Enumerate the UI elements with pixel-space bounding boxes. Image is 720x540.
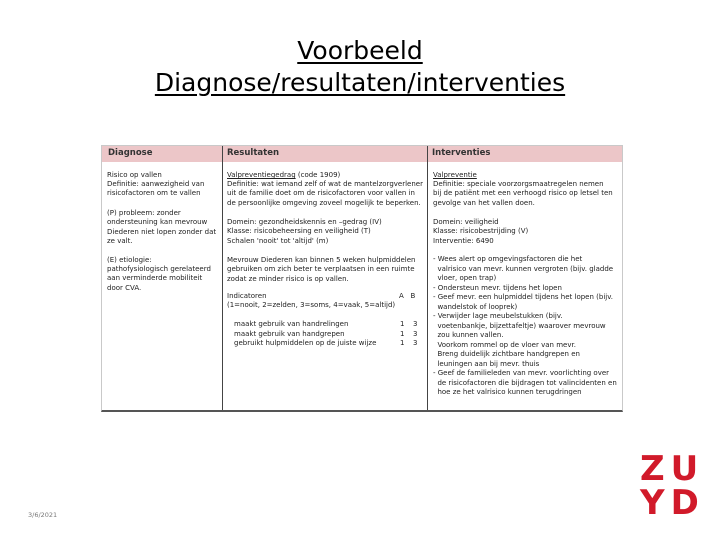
header-diagnose: Diagnose (108, 148, 153, 158)
result-title (227, 171, 340, 180)
indicator-row-b: 3 (413, 330, 418, 338)
header-interventies: Interventies (432, 148, 491, 158)
table-header-row (102, 146, 622, 162)
diagnosis-table (101, 145, 623, 412)
indicator-label: Indicatoren (227, 292, 267, 300)
indicator-row-a: 1 (400, 320, 405, 328)
result-title-text: Valpreventiegedrag (227, 171, 296, 179)
indicator-row-b: 3 (413, 339, 418, 347)
slide-title-line2: Diagnose/resultaten/interventies (154, 68, 566, 97)
slide-title-line1: Voorbeeld (297, 36, 423, 65)
intervention-title-text: Valpreventie (433, 171, 477, 179)
diagnose-definition: Definitie: aanwezigheid van risicofactoren om te vallen (107, 180, 205, 198)
result-domain: Domein: gezondheidskennis en –gedrag (IV) Klasse: risicobeheersing en veiligheid (T) Schalen 'nooit' tot 'altijd' (m) (227, 218, 382, 245)
slide-date: 3/6/2021 (28, 511, 58, 519)
header-resultaten: Resultaten (227, 148, 280, 158)
logo-line2: YD (640, 483, 705, 523)
indicator-scale: (1=nooit, 2=zelden, 3=soms, 4=vaak, 5=altijd) (227, 301, 396, 309)
column-divider (427, 146, 428, 410)
intervention-title (433, 171, 477, 180)
indicator-row-label: maakt gebruik van handgrepen (234, 330, 345, 338)
diagnose-etiology-title: (E) etiologie: (107, 256, 152, 264)
result-code: (code 1909) (295, 171, 341, 179)
result-definition: Definitie: wat iemand zelf of wat de mantelzorgverlener uit de familie doet om de risicofactoren voor vallen in de persoonlijke omgeving zoveel mogelijk te beperken. (227, 180, 423, 207)
indicator-row-label: maakt gebruik van handrelingen (234, 320, 349, 328)
intervention-actions: - Wees alert op omgevingsfactoren die het valrisico van mevr. kunnen vergroten (bijv. gladde vloer, open trap) - Ondersteun mevr. tijdens het lopen - Geef mevr. een hulpmiddel tijdens het lopen (bijv. wandelstok of looprek) - Verwijder lage meubelstukken (bijv. voetenbankje, bijzettafeltje) waarover mevrouw zou kunnen vallen. Voorkom rommel op de vloer van mevr. Breng duidelijk zichtbare handgrepen en leuningen aan bij mevr. thuis - Geef de familieleden van mevr. voorlichting over de risicofactoren die bijdragen tot valincidenten en hoe ze het valrisico kunnen terugdringen (433, 255, 617, 396)
indicator-row-a: 1 (400, 330, 405, 338)
logo-line1: ZU (640, 449, 705, 489)
indicator-columns: A B (399, 292, 416, 300)
indicator-row-label: gebruikt hulpmiddelen op de juiste wijze (234, 339, 377, 347)
diagnose-problem: (P) probleem: zonder ondersteuning kan mevrouw Diederen niet lopen zonder dat ze valt. (107, 209, 217, 246)
zuyd-logo (640, 449, 705, 523)
column-divider (222, 146, 223, 410)
diagnose-title: Risico op vallen (107, 171, 162, 179)
result-goal: Mevrouw Diederen kan binnen 5 weken hulpmiddelen gebruiken om zich beter te verplaatsen in een ruimte zodat ze minder risico is op vallen. (227, 256, 416, 283)
intervention-domain: Domein: veiligheid Klasse: risicobestrijding (V) Interventie: 6490 (433, 218, 529, 245)
indicator-row-b: 3 (413, 320, 418, 328)
intervention-definition: Definitie: speciale voorzorgsmaatregelen nemen bij de patiënt met een verhoogd risico op letsel ten gevolge van het vallen doen. (433, 180, 613, 207)
diagnose-etiology: pathofysiologisch gerelateerd aan verminderde mobiliteit door CVA. (107, 265, 211, 292)
indicator-row-a: 1 (400, 339, 405, 347)
